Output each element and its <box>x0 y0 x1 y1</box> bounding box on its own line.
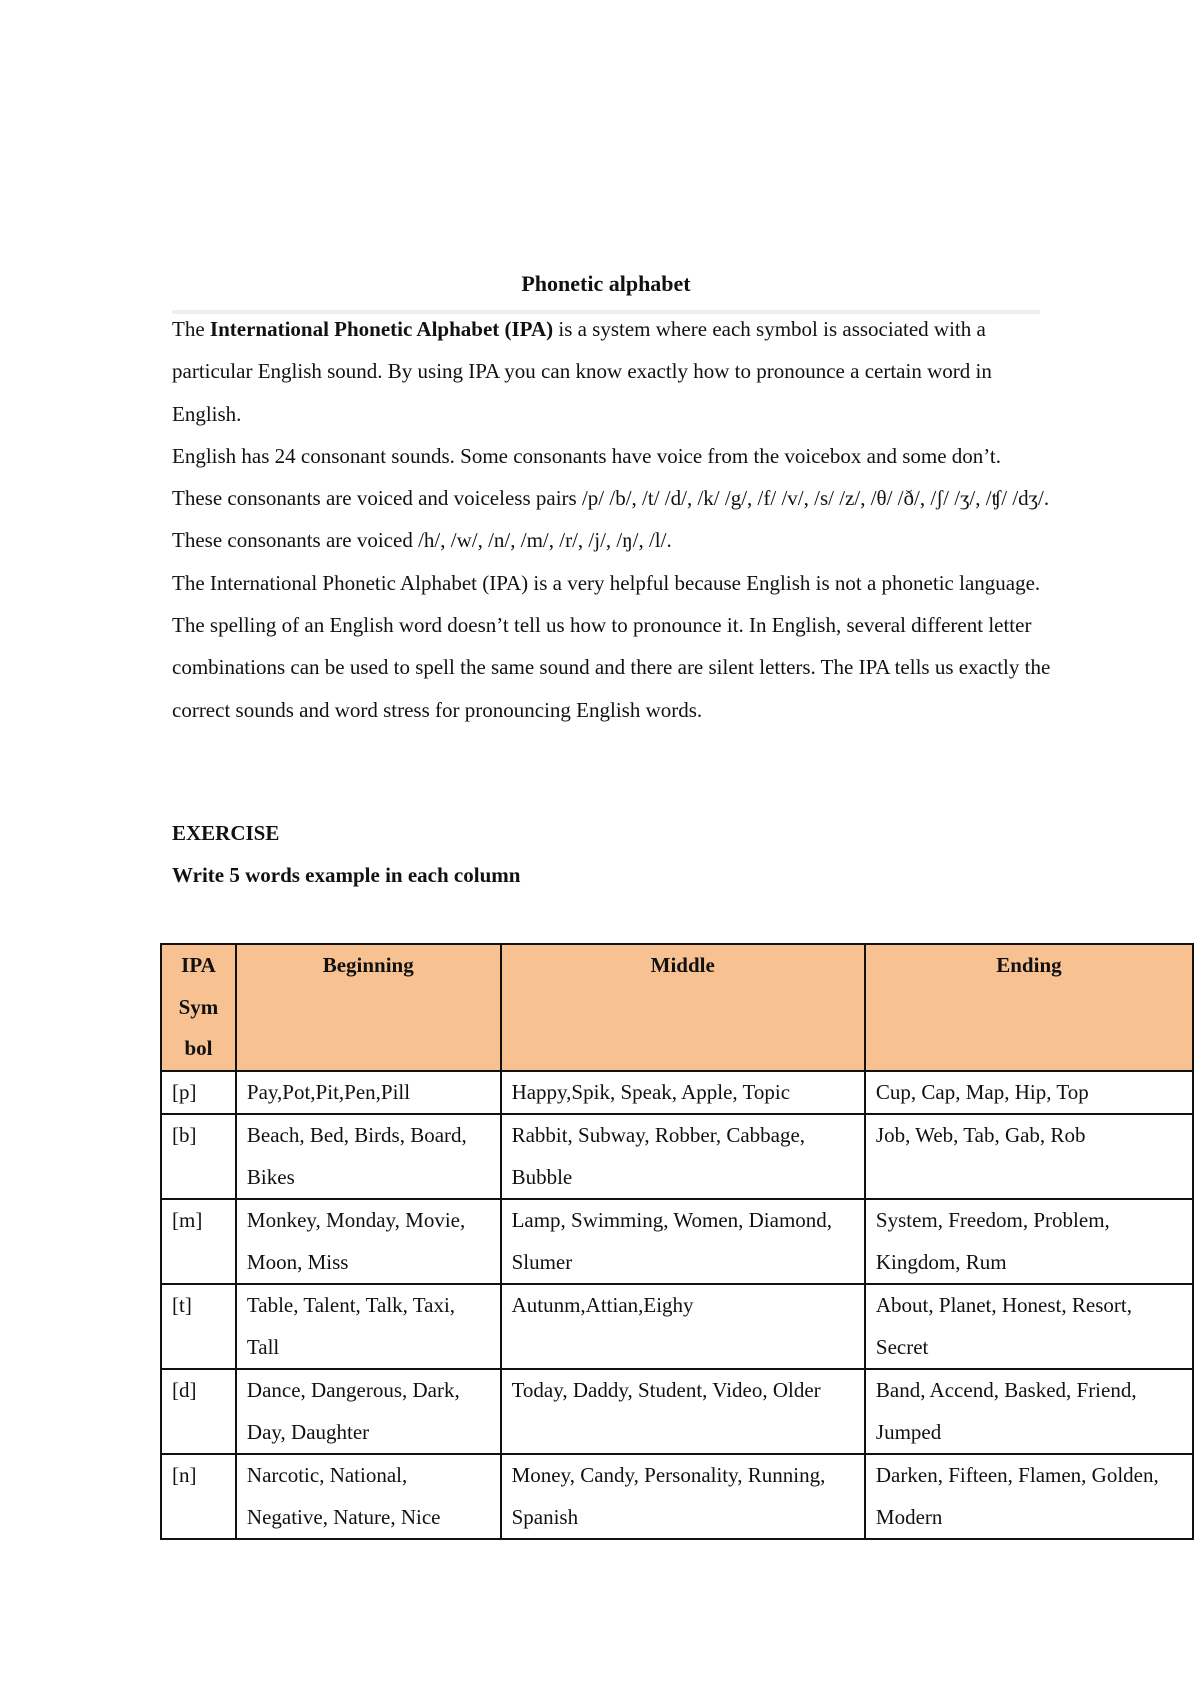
header-middle: Middle <box>501 944 865 1071</box>
exercise-heading: EXERCISE <box>172 821 280 845</box>
header-ending: Ending <box>865 944 1193 1071</box>
table-row <box>161 1071 1193 1115</box>
beginning-cell: Beach, Bed, Birds, Board, Bikes <box>236 1114 501 1199</box>
ipa-symbol-cell: [t] <box>161 1284 236 1369</box>
page-title: Phonetic alphabet <box>521 271 691 296</box>
table-header-row <box>161 944 1193 1071</box>
intro-text <box>172 308 1052 731</box>
ending-cell: Darken, Fifteen, Flamen, Golden, Modern <box>865 1454 1193 1539</box>
ipa-term-bold: International Phonetic Alphabet (IPA) <box>209 317 554 341</box>
ending-cell: Job, Web, Tab, Gab, Rob <box>865 1114 1193 1199</box>
header-ipa-symbol: IPA Sym bol <box>161 944 236 1071</box>
header-beginning: Beginning <box>236 944 501 1071</box>
ending-cell: Band, Accend, Basked, Friend, Jumped <box>865 1369 1193 1454</box>
ending-cell: System, Freedom, Problem, Kingdom, Rum <box>865 1199 1193 1284</box>
beginning-cell: Monkey, Monday, Movie, Moon, Miss <box>236 1199 501 1284</box>
beginning-cell: Table, Talent, Talk, Taxi, Tall <box>236 1284 501 1369</box>
exercise-instruction: Write 5 words example in each column <box>172 863 521 888</box>
table-row <box>161 1284 1193 1369</box>
ending-cell: Cup, Cap, Map, Hip, Top <box>865 1071 1193 1115</box>
ipa-symbol-cell: [n] <box>161 1454 236 1539</box>
paragraph-rest: is a system where each symbol is associated with a particular English sound. By using IPA you can know exactly how to pronounce a certain word in English. <box>172 317 992 426</box>
paragraph-ipa-definition <box>172 308 1052 435</box>
middle-cell: Money, Candy, Personality, Running, Spanish <box>501 1454 865 1539</box>
ipa-words-table <box>160 943 1194 1540</box>
paragraph-ipa-usefulness: The International Phonetic Alphabet (IPA) is a very helpful because English is not a phonetic language. The spelling of an English word doesn’t tell us how to pronounce it. In English, several different letter combinations can be used to spell the same sound and there are silent letters. The IPA tells us exactly the correct sounds and word stress for pronouncing English words. <box>172 570 1051 722</box>
middle-cell: Lamp, Swimming, Women, Diamond, Slumer <box>501 1199 865 1284</box>
table-row <box>161 1114 1193 1199</box>
table-row <box>161 1199 1193 1284</box>
ending-cell: About, Planet, Honest, Resort, Secret <box>865 1284 1193 1369</box>
ipa-symbol-cell: [m] <box>161 1199 236 1284</box>
beginning-cell: Pay,Pot,Pit,Pen,Pill <box>236 1071 501 1115</box>
exercise-section <box>172 812 1052 897</box>
table-row <box>161 1369 1193 1454</box>
middle-cell: Happy,Spik, Speak, Apple, Topic <box>501 1071 865 1115</box>
ipa-symbol-cell: [d] <box>161 1369 236 1454</box>
ipa-symbol-cell: [b] <box>161 1114 236 1199</box>
middle-cell: Today, Daddy, Student, Video, Older <box>501 1369 865 1454</box>
table-row <box>161 1454 1193 1539</box>
middle-cell: Rabbit, Subway, Robber, Cabbage, Bubble <box>501 1114 865 1199</box>
beginning-cell: Dance, Dangerous, Dark, Day, Daughter <box>236 1369 501 1454</box>
paragraph-prefix: The <box>172 317 210 341</box>
paragraph-consonants: English has 24 consonant sounds. Some consonants have voice from the voicebox and some don’t. These consonants are voiced and voiceless pairs /p/ /b/, /t/ /d/, /k/ /g/, /f/ /v/, /s/ /z/, /θ/ /ð/, /ʃ/ /ʒ/, /ʧ/ /dʒ/. These consonants are voiced /h/, /w/, /n/, /m/, /r/, /j/, /ŋ/, /l/. <box>172 443 1050 553</box>
ipa-symbol-cell: [p] <box>161 1071 236 1115</box>
middle-cell: Autunm,Attian,Eighy <box>501 1284 865 1369</box>
beginning-cell: Narcotic, National, Negative, Nature, Nice <box>236 1454 501 1539</box>
